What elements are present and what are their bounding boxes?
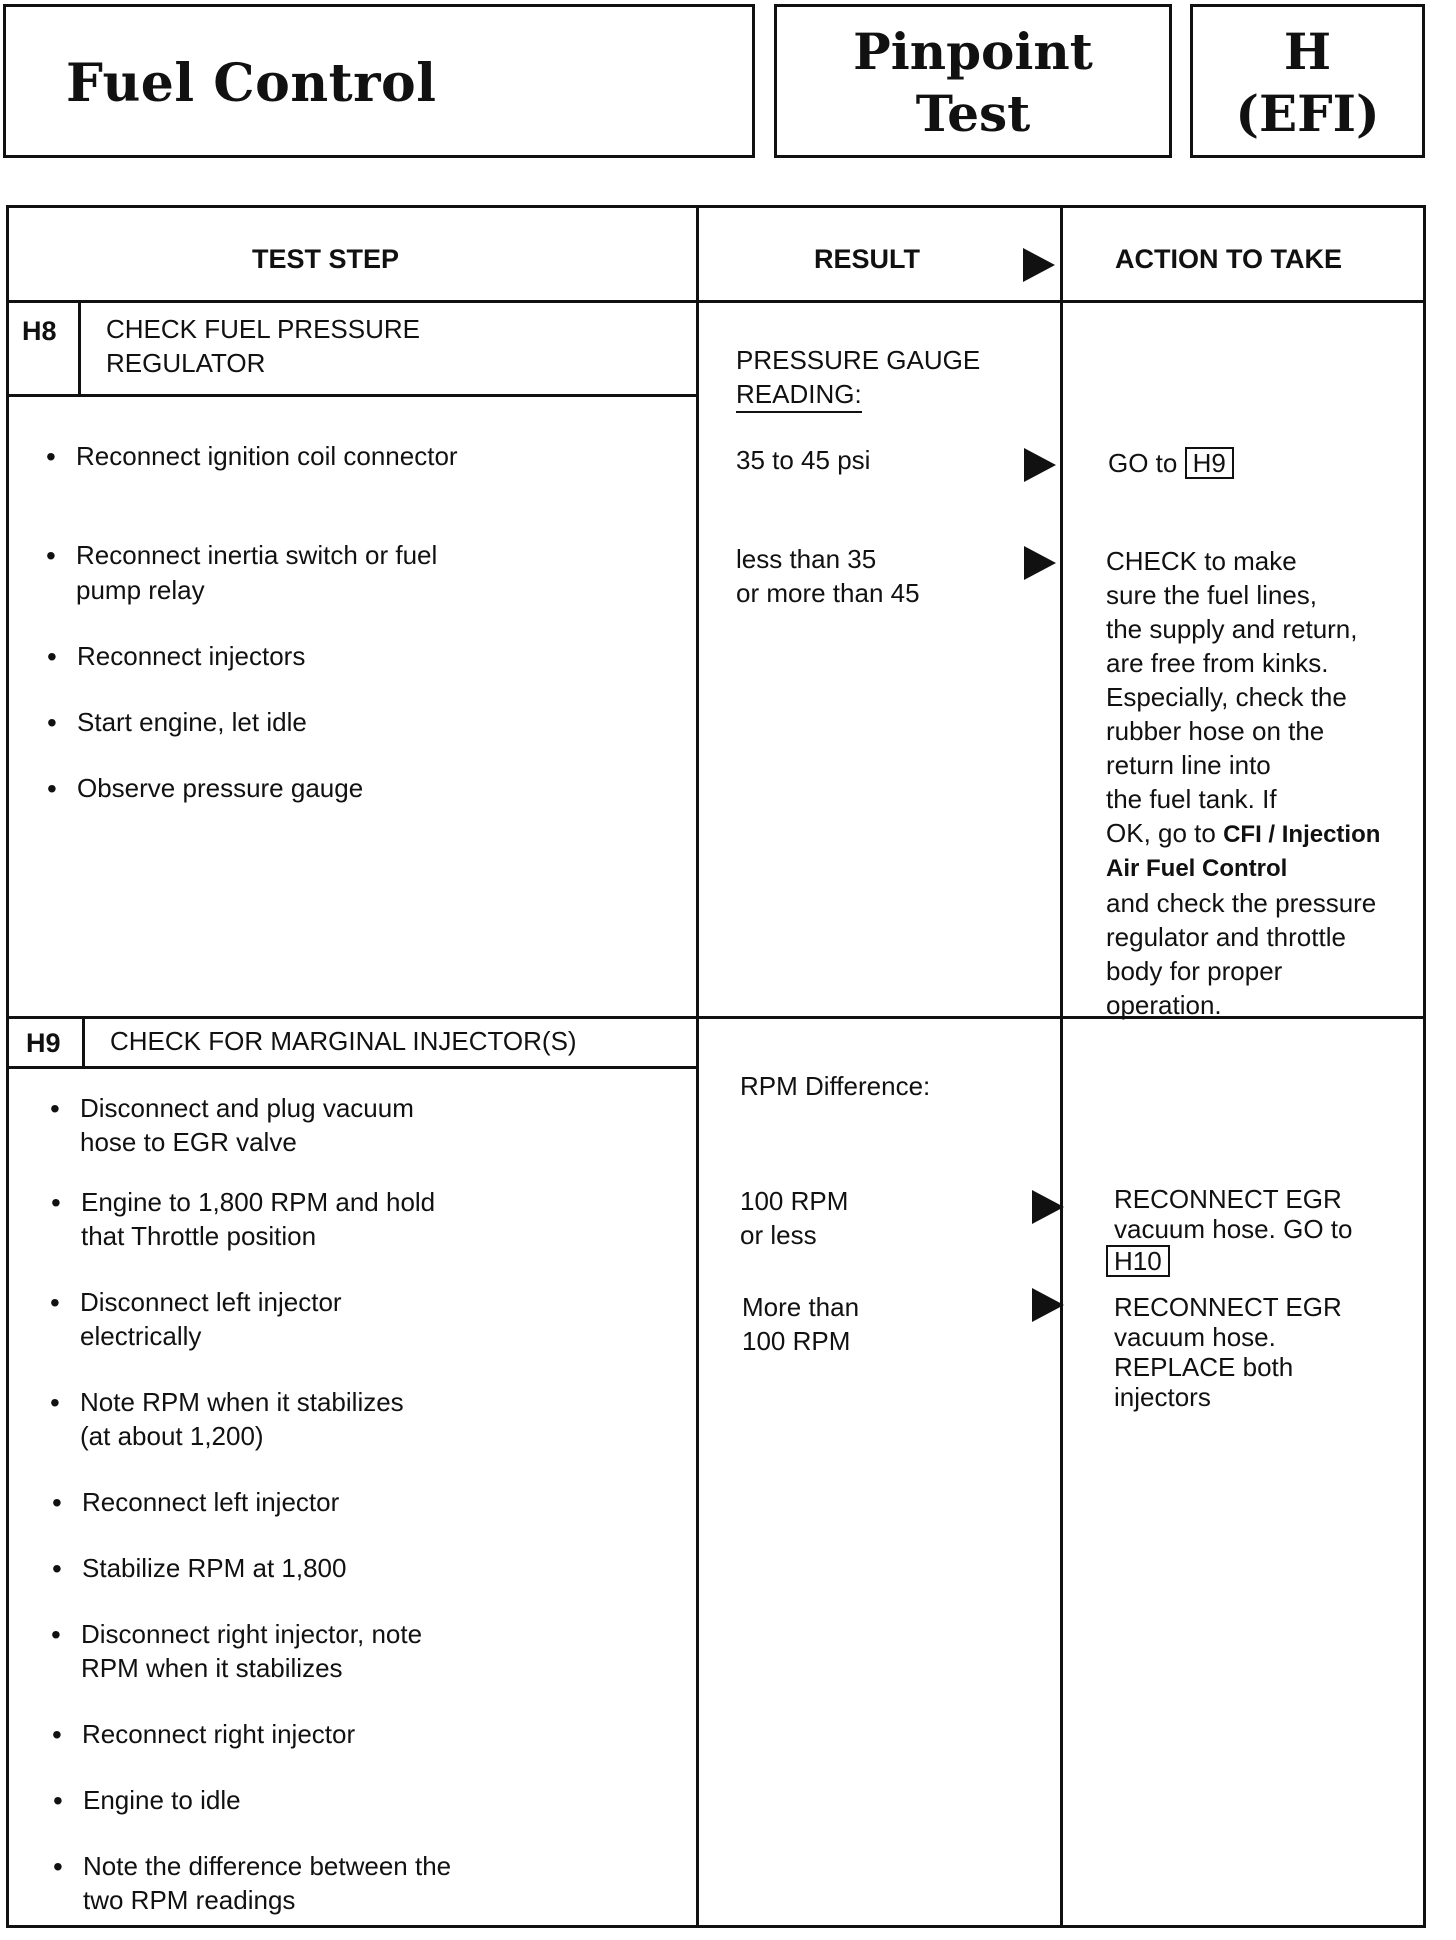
h8-id-divider xyxy=(78,300,81,396)
h8-step-2-cont: pump relay xyxy=(76,575,205,605)
pinpoint-label: Pinpoint Test xyxy=(853,22,1093,143)
h8-step-5: • Observe pressure gauge xyxy=(77,772,363,805)
h9-title-rule xyxy=(6,1066,696,1069)
step-id-h8: H8 xyxy=(22,316,57,346)
col-header-test-step: TEST STEP xyxy=(252,244,400,274)
h9-step: • Engine to 1,800 RPM and hold that Throttle position xyxy=(80,1186,680,1286)
col-header-result: RESULT xyxy=(814,244,920,274)
h9-id-divider xyxy=(82,1016,85,1068)
h9-step: • Disconnect left injector electrically xyxy=(80,1286,680,1386)
h9-result-1-line1: 100 RPM xyxy=(740,1186,849,1216)
h8-step-1: • Reconnect ignition coil connector xyxy=(76,440,458,473)
h8-result-1: 35 to 45 psi xyxy=(736,445,871,475)
col-header-action: ACTION TO TAKE xyxy=(1115,244,1342,274)
h8-title-line2: REGULATOR xyxy=(106,348,266,378)
h8-step-2: • Reconnect inertia switch or fuel xyxy=(76,539,437,572)
h9-step: • Note RPM when it stabilizes (at about 1,200) xyxy=(80,1386,680,1486)
h9-action-1-ref xyxy=(1106,1244,1170,1278)
h8-result-header-line1: PRESSURE GAUGE xyxy=(736,345,981,375)
h9-step: • Disconnect and plug vacuum hose to EGR valve xyxy=(80,1092,680,1186)
air-fuel-control-link: Air Fuel Control xyxy=(1106,855,1288,882)
ref-h10-link[interactable]: H10 xyxy=(1106,1245,1170,1277)
arrow-icon xyxy=(1032,1288,1064,1322)
h9-step: • Reconnect right injector xyxy=(80,1718,680,1784)
h8-step-4: • Start engine, let idle xyxy=(77,706,307,739)
title-box xyxy=(3,4,755,158)
h9-result-1-line2: or less xyxy=(740,1220,817,1250)
page-title: Fuel Control xyxy=(66,53,437,114)
arrow-icon xyxy=(1023,248,1055,282)
h9-result-2-line1: More than xyxy=(742,1292,860,1322)
test-code-box xyxy=(1190,4,1425,158)
h9-title: CHECK FOR MARGINAL INJECTOR(S) xyxy=(110,1026,577,1056)
ref-h9-link[interactable]: H9 xyxy=(1185,447,1234,479)
test-code-label: H (EFI) xyxy=(1235,22,1380,143)
h8-title-line1: CHECK FUEL PRESSURE xyxy=(106,314,420,344)
divider-action xyxy=(1060,205,1063,1928)
step-id-h9: H9 xyxy=(26,1028,61,1058)
h8-action-1: GO to H9 xyxy=(1108,446,1234,480)
h9-step: • Reconnect left injector xyxy=(80,1486,680,1552)
h8-result-2-line1: less than 35 xyxy=(736,544,877,574)
h9-step: • Note the difference between the two RPM readings xyxy=(80,1850,680,1920)
divider-result xyxy=(696,205,699,1928)
h8-title-rule xyxy=(6,394,696,397)
h9-step: • Disconnect right injector, note RPM when it stabilizes xyxy=(80,1618,680,1718)
h9-action-1-line1: RECONNECT EGR xyxy=(1114,1184,1342,1214)
h8-step-3: • Reconnect injectors xyxy=(77,640,305,673)
arrow-icon xyxy=(1032,1190,1064,1224)
h9-result-header: RPM Difference: xyxy=(740,1071,931,1101)
cfi-injection-link: CFI / Injection xyxy=(1223,821,1381,848)
h9-step: • Stabilize RPM at 1,800 xyxy=(80,1552,680,1618)
arrow-icon xyxy=(1024,546,1056,580)
h9-result-2-line2: 100 RPM xyxy=(742,1326,851,1356)
h8-action-2: CHECK to make sure the fuel lines, the supply and return, are free from kinks. Especially, check the rubber hose on the return line into the fuel tank. If OK, go to CFI / Injection Air Fuel Control and check the pressure regulator and throttle body for proper operation. xyxy=(1106,546,1381,1020)
arrow-icon xyxy=(1024,448,1056,482)
h9-step: • Engine to idle xyxy=(80,1784,680,1850)
header-rule xyxy=(6,300,1426,303)
h9-action-2: RECONNECT EGR vacuum hose. REPLACE both injectors xyxy=(1114,1292,1342,1412)
h8-result-2-line2: or more than 45 xyxy=(736,578,920,608)
h8-result-header-line2: READING: xyxy=(736,377,862,411)
pinpoint-box xyxy=(774,4,1172,158)
h9-steps xyxy=(80,1092,680,1920)
h9-action-1-line2: vacuum hose. GO to xyxy=(1114,1214,1353,1244)
